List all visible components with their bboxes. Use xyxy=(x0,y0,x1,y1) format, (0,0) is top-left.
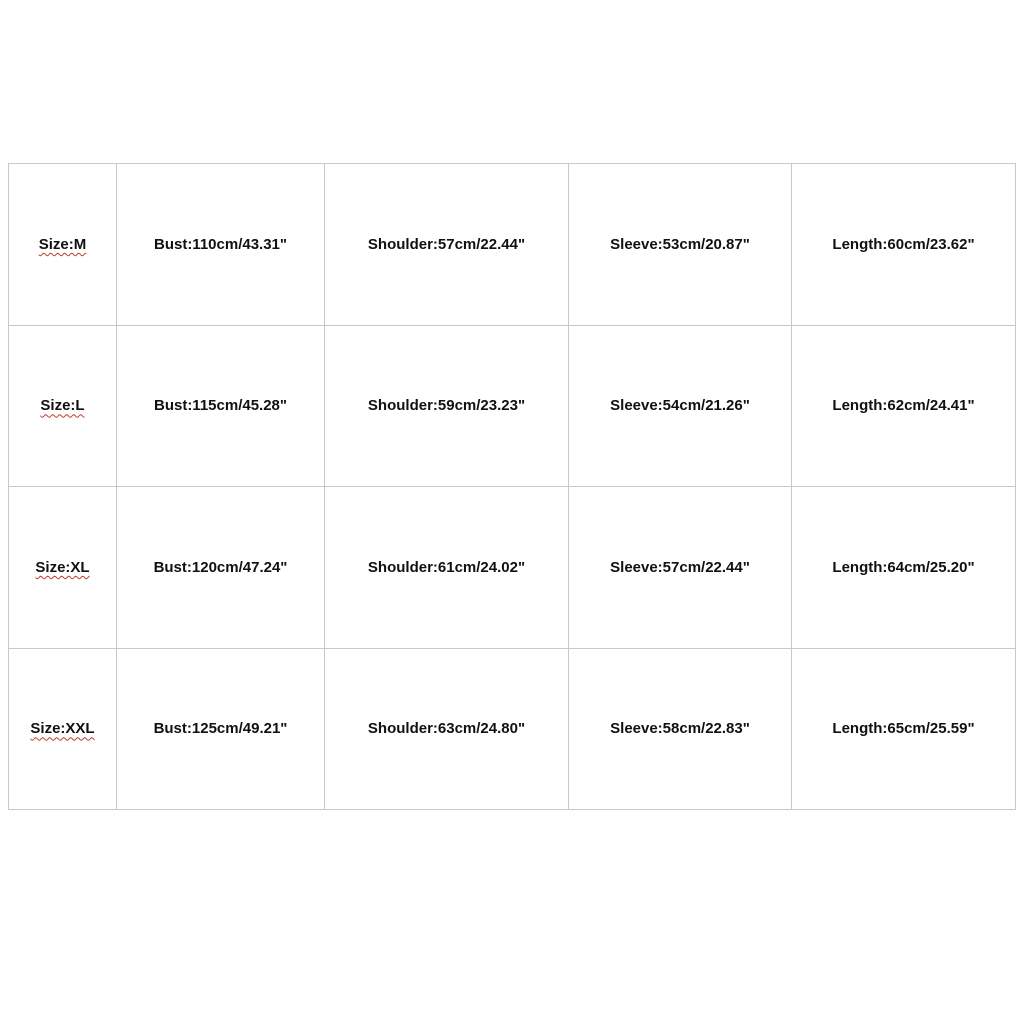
bust-cell: Bust:120cm/47.24" xyxy=(117,487,325,649)
bust-cell: Bust:115cm/45.28" xyxy=(117,325,325,487)
shoulder-cell: Shoulder:59cm/23.23" xyxy=(325,325,569,487)
table-row xyxy=(9,164,1016,326)
size-label: Size:XXL xyxy=(30,720,95,738)
sleeve-cell: Sleeve:54cm/21.26" xyxy=(569,325,792,487)
length-cell: Length:60cm/23.62" xyxy=(792,164,1016,326)
sleeve-cell: Sleeve:53cm/20.87" xyxy=(569,164,792,326)
table-row xyxy=(9,325,1016,487)
table-row xyxy=(9,648,1016,810)
bust-cell: Bust:125cm/49.21" xyxy=(117,648,325,810)
sleeve-cell: Sleeve:58cm/22.83" xyxy=(569,648,792,810)
size-cell xyxy=(9,164,117,326)
shoulder-cell: Shoulder:57cm/22.44" xyxy=(325,164,569,326)
shoulder-cell: Shoulder:63cm/24.80" xyxy=(325,648,569,810)
bust-cell: Bust:110cm/43.31" xyxy=(117,164,325,326)
size-label: Size:M xyxy=(38,235,87,253)
length-cell: Length:64cm/25.20" xyxy=(792,487,1016,649)
size-chart-table xyxy=(8,163,1016,810)
size-cell xyxy=(9,648,117,810)
size-label: Size:L xyxy=(40,397,85,415)
shoulder-cell: Shoulder:61cm/24.02" xyxy=(325,487,569,649)
sleeve-cell: Sleeve:57cm/22.44" xyxy=(569,487,792,649)
table-row xyxy=(9,487,1016,649)
size-label: Size:XL xyxy=(35,558,90,576)
length-cell: Length:62cm/24.41" xyxy=(792,325,1016,487)
size-cell xyxy=(9,325,117,487)
size-cell xyxy=(9,487,117,649)
length-cell: Length:65cm/25.59" xyxy=(792,648,1016,810)
